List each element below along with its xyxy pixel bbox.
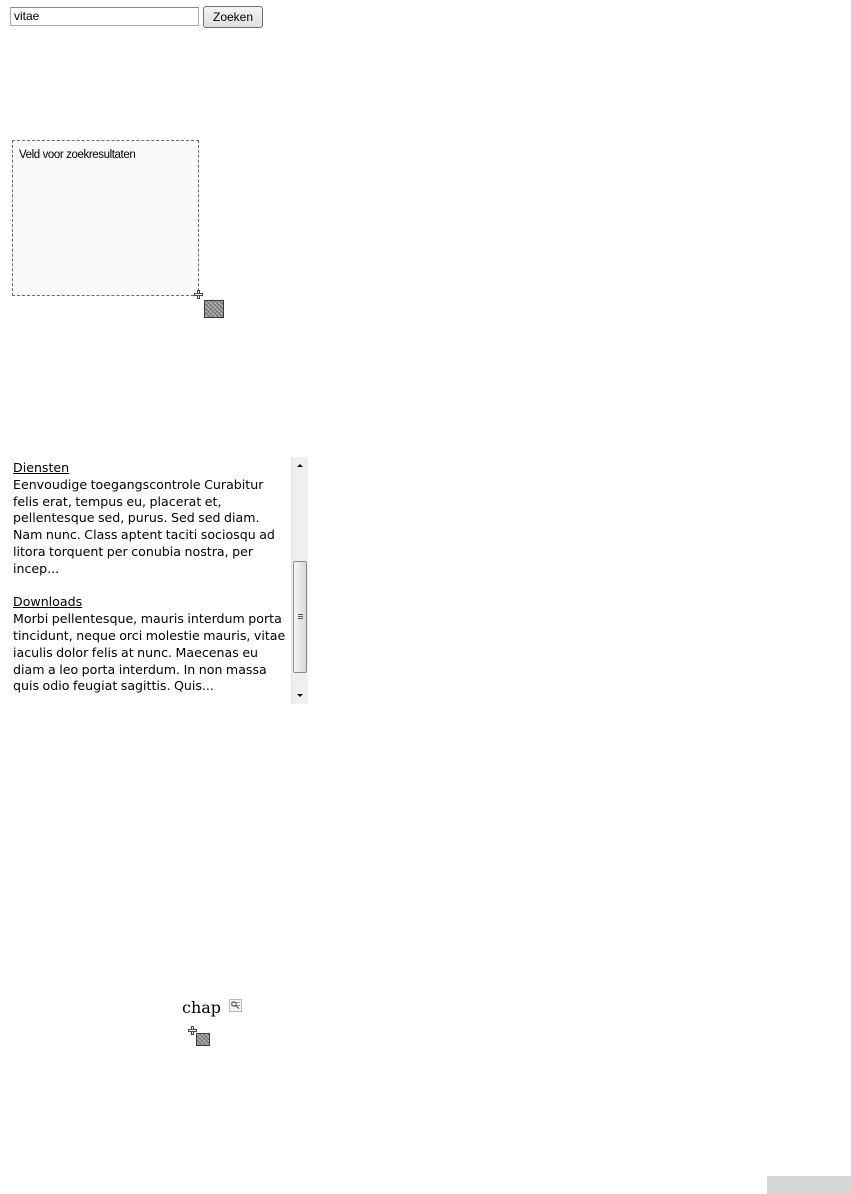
move-cursor-icon xyxy=(194,290,203,299)
search-results-list xyxy=(13,460,290,704)
scroll-thumb[interactable] xyxy=(293,561,307,673)
scroll-up-icon[interactable] xyxy=(292,457,308,474)
result-title-link[interactable]: Downloads xyxy=(13,594,83,610)
chap-label: chap xyxy=(182,998,222,1017)
result-title-link[interactable]: Diensten xyxy=(13,460,70,475)
results-placeholder xyxy=(12,140,199,296)
search-results-panel[interactable] xyxy=(12,457,308,704)
drag-handle-icon[interactable] xyxy=(204,300,224,318)
result-snippet: Eenvoudige toegangscontrole Curabitur felis erat, tempus eu, placerat et, pellentesque sed, purus. Sed sed diam. Nam nunc. Class aptent taciti sociosqu ad litora torquent per conubia nostra, per incep... xyxy=(13,476,275,576)
scroll-down-icon[interactable] xyxy=(292,687,308,704)
search-input[interactable] xyxy=(10,7,199,26)
search-button[interactable]: Zoeken xyxy=(203,6,263,28)
search-result-item xyxy=(13,460,290,578)
vertical-scrollbar[interactable] xyxy=(291,457,308,704)
search-icon[interactable] xyxy=(229,999,242,1012)
results-placeholder-label: Veld voor zoekresultaten xyxy=(19,149,136,161)
search-result-item xyxy=(13,594,290,695)
grip-icon xyxy=(298,614,303,619)
result-snippet: Morbi pellentesque, mauris interdum porta tincidunt, neque orci molestie mauris, vitae iaculis dolor felis at nunc. Maecenas eu diam a leo porta interdum. In non massa quis odio feugiat sagittis. Quis... xyxy=(13,611,286,694)
drag-handle-icon[interactable] xyxy=(196,1033,210,1046)
status-bar-block xyxy=(767,1176,851,1194)
